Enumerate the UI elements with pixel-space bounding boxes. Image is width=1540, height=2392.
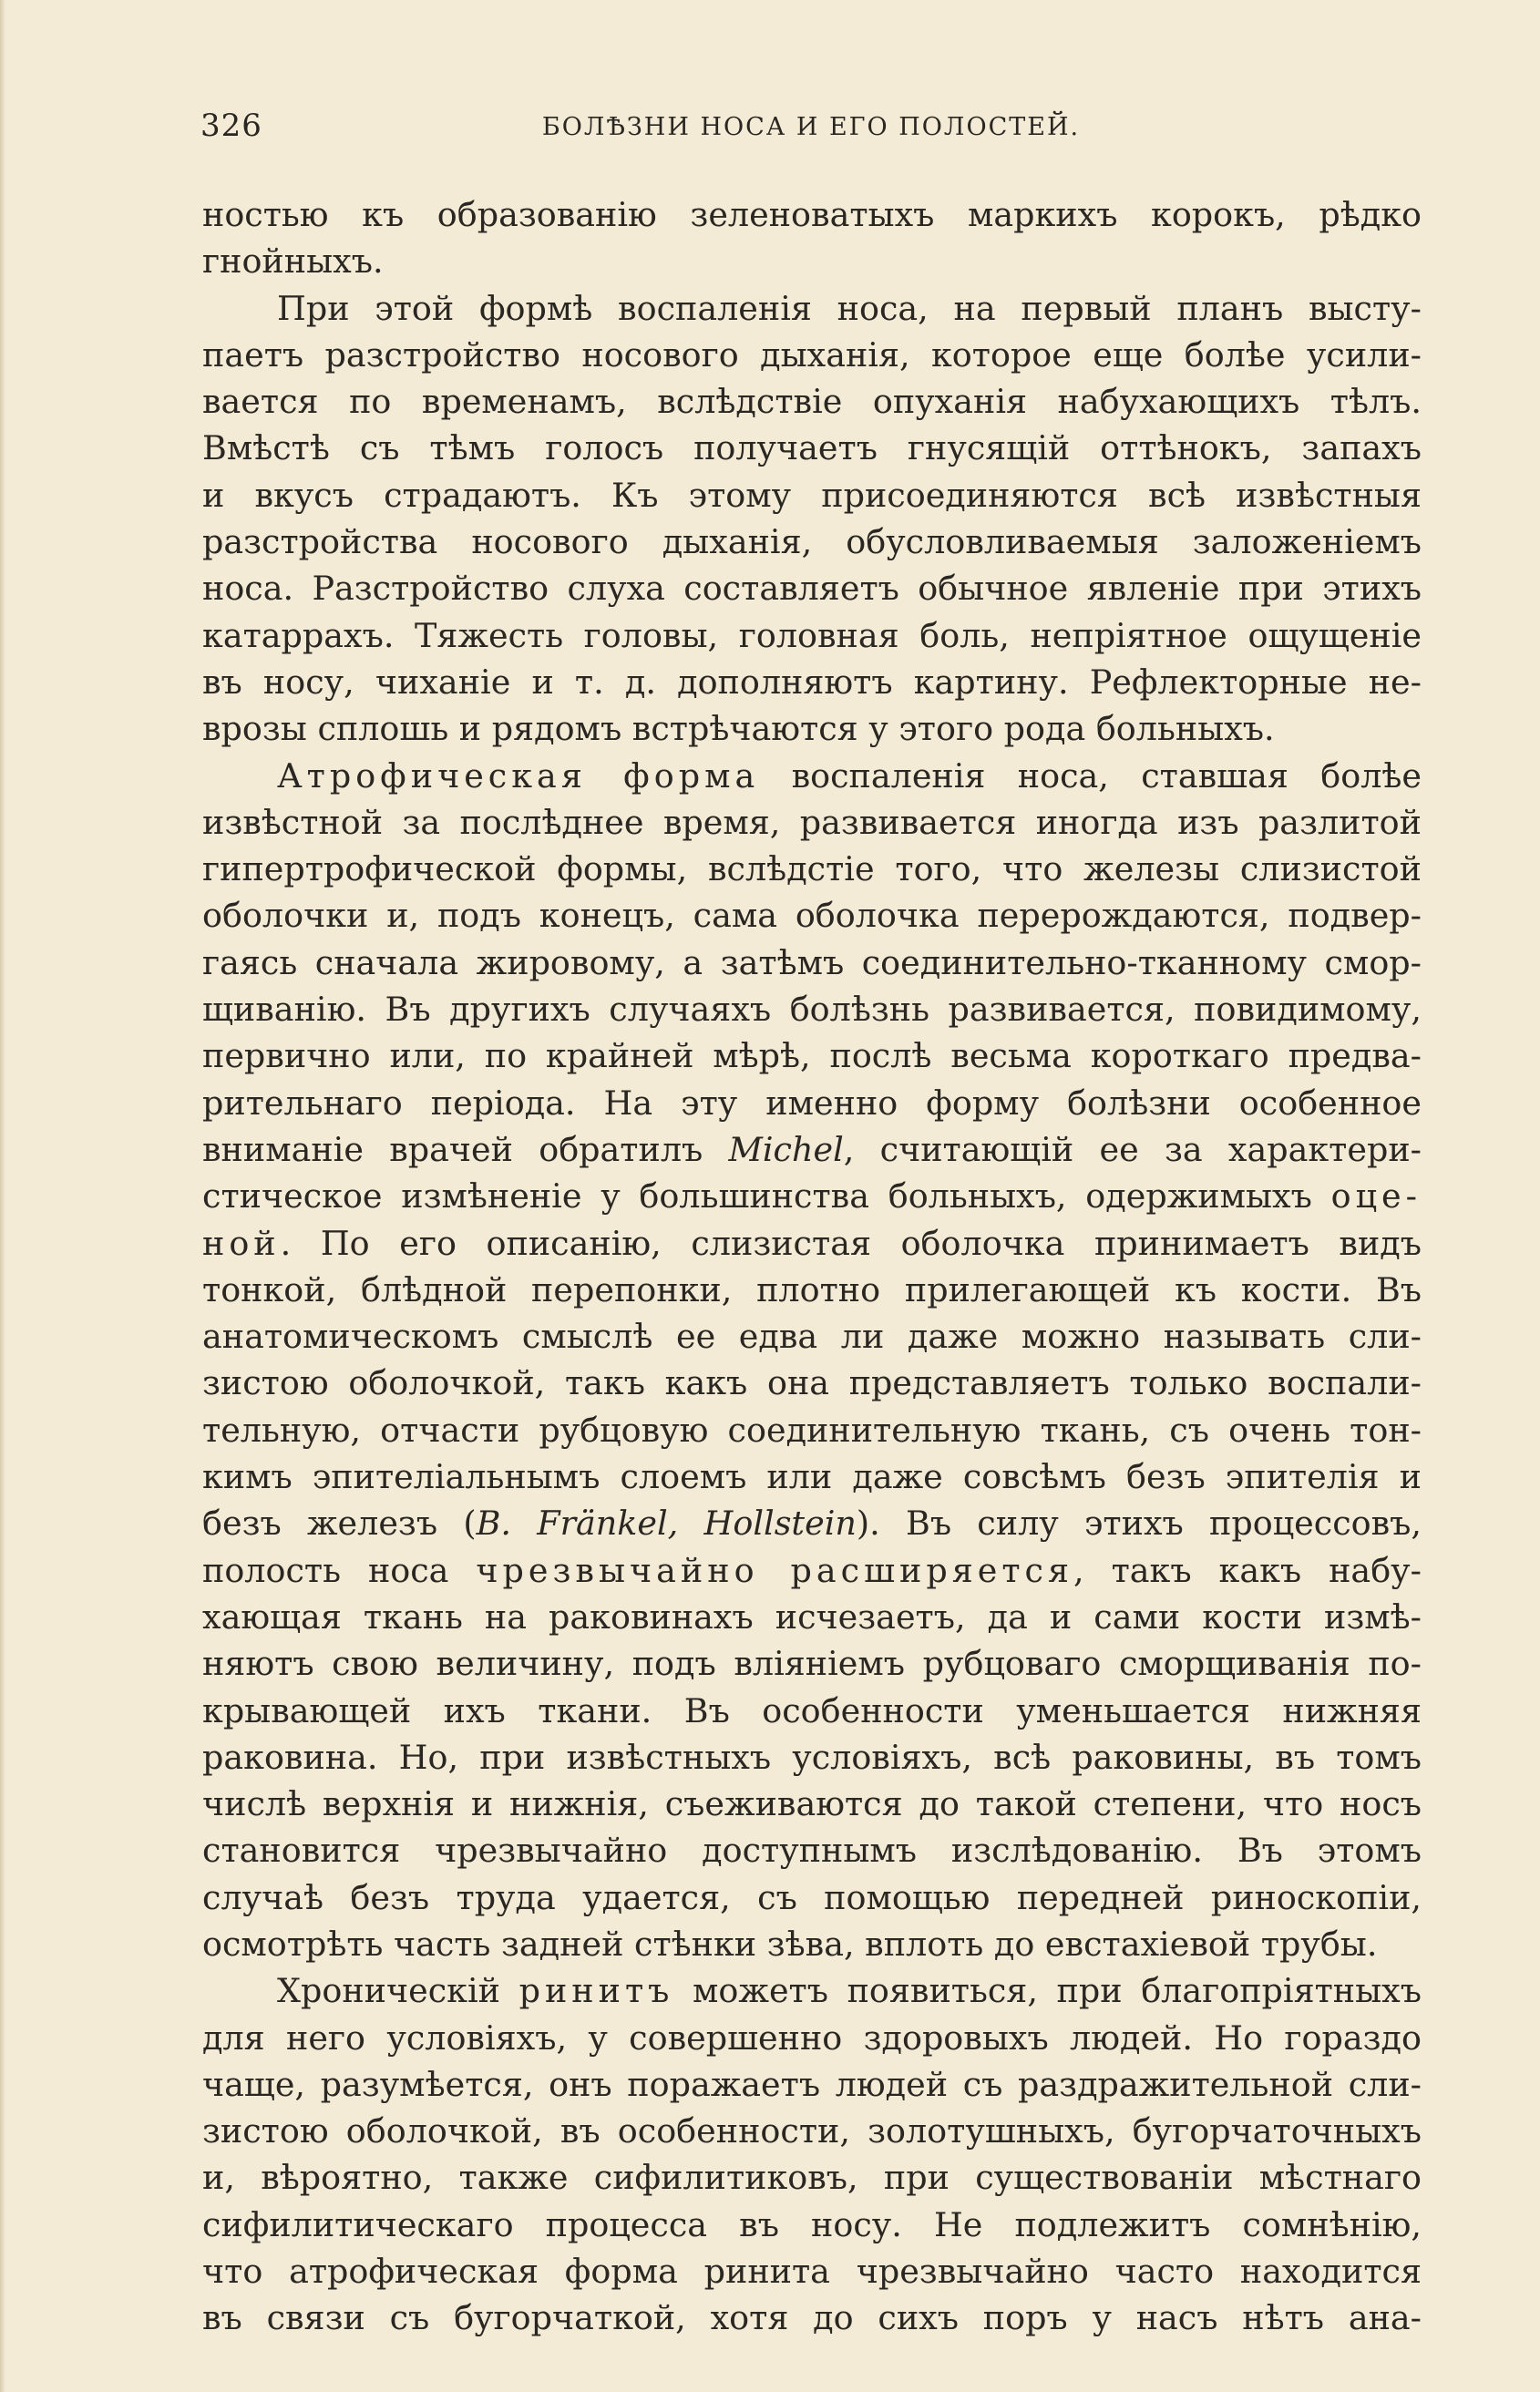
- body-text: [202, 191, 1422, 2342]
- spaced-term: оце-: [1330, 1176, 1422, 1217]
- text-line: и вкусъ страдаютъ. Къ этому присоединяются всѣ извѣстныя: [202, 475, 1422, 515]
- page-number: 326: [200, 108, 262, 144]
- running-title: БОЛѢЗНИ НОСА И ЕГО ПОЛОСТЕЙ.: [541, 113, 1081, 141]
- text-line: кимъ эпителіальнымъ слоемъ или даже совсѣмъ безъ эпителія и: [202, 1457, 1422, 1497]
- text-line: что атрофическая форма ринита чрезвычайно часто находится: [202, 2252, 1422, 2292]
- text-line: Вмѣстѣ съ тѣмъ голосъ получаетъ гнусящій оттѣнокъ, запахъ: [202, 428, 1422, 468]
- text-line: чаще, разумѣется, онъ поражаетъ людей съ раздражительной сли-: [202, 2064, 1422, 2104]
- spaced-term: ной: [202, 1223, 281, 1263]
- text-line: гаясь сначала жировому, а затѣмъ соединительно-тканному смор-: [202, 942, 1422, 982]
- text-line: носа. Разстройство слуха составляетъ обычное явленіе при этихъ: [202, 569, 1422, 609]
- text-line: оболочки и, подъ конецъ, сама оболочка перерождаются, подвер-: [202, 896, 1422, 936]
- text-line: зистою оболочкой, въ особенности, золотушныхъ, бугорчаточныхъ: [202, 2111, 1422, 2151]
- text-line: раковина. Но, при извѣстныхъ условіяхъ, всѣ раковины, въ томъ: [202, 1737, 1422, 1777]
- text-line: паетъ разстройство носового дыханія, которое еще болѣе усили-: [202, 334, 1422, 375]
- paragraph-start-line: Атрофическая форма воспаленія носа, ставшая болѣе: [277, 755, 1422, 796]
- text-line: хающая ткань на раковинахъ исчезаетъ, да и сами кости измѣ-: [202, 1596, 1422, 1637]
- text-line: стическое измѣненіе у большинства больныхъ, одержимыхъ оце-: [202, 1176, 1422, 1217]
- text-line: ной. По его описанію, слизистая оболочка принимаетъ видъ: [202, 1223, 1422, 1263]
- text-line: числѣ верхнія и нижнія, съеживаются до такой степени, что носъ: [202, 1784, 1422, 1824]
- text-line: гипертрофической формы, вслѣдстіе того, что железы слизистой: [202, 849, 1422, 889]
- text-line: въ носу, чиханіе и т. д. дополняютъ картину. Рефлекторные не-: [202, 662, 1422, 702]
- text-line: няютъ свою величину, подъ вліяніемъ рубцоваго сморщиванія по-: [202, 1644, 1422, 1684]
- text-line: и, вѣроятно, также сифилитиковъ, при существованіи мѣстнаго: [202, 2158, 1422, 2198]
- text-line: катаррахъ. Тяжесть головы, головная боль, непріятное ощущеніе: [202, 615, 1422, 655]
- text-line: сифилитическаго процесса въ носу. Не подлежитъ сомнѣнію,: [202, 2204, 1422, 2244]
- text-line: вается по временамъ, вслѣдствіе опуханія набухающихъ тѣлъ.: [202, 382, 1422, 422]
- spaced-term: чрезвычайно расширяется: [476, 1550, 1073, 1590]
- author-name: B. Fränkel, Hollstein: [476, 1504, 857, 1544]
- spaced-term: Атрофическая форма: [277, 755, 760, 796]
- text-line: въ связи съ бугорчаткой, хотя до сихъ поръ у насъ нѣтъ ана-: [202, 2298, 1422, 2338]
- text-line: становится чрезвычайно доступнымъ изслѣдованію. Въ этомъ: [202, 1831, 1422, 1871]
- page-edge: [0, 0, 5, 2392]
- spaced-term: ринитъ: [518, 1971, 674, 2011]
- text-line: щиванію. Въ другихъ случаяхъ болѣзнь развивается, повидимому,: [202, 990, 1422, 1030]
- text-line: разстройства носового дыханія, обусловливаемыя заложеніемъ: [202, 522, 1422, 562]
- text-line: вниманіе врачей обратилъ Michel, считающій ее за характери-: [202, 1129, 1422, 1169]
- text-line: врозы сплошь и рядомъ встрѣчаются у этого рода больныхъ.: [202, 709, 1275, 749]
- text-line: первично или, по крайней мѣрѣ, послѣ весьма короткаго предва-: [202, 1036, 1422, 1076]
- text-line: зистою оболочкой, такъ какъ она представляетъ только воспали-: [202, 1363, 1422, 1403]
- text-line: крывающей ихъ ткани. Въ особенности уменьшается нижняя: [202, 1690, 1422, 1730]
- text-line: гнойныхъ.: [202, 241, 384, 282]
- text-line: рительнаго періода. На эту именно форму болѣзни особенное: [202, 1083, 1422, 1123]
- page-header: [200, 108, 1422, 153]
- text-line: тельную, отчасти рубцовую соединительную ткань, съ очень тон-: [202, 1410, 1422, 1450]
- text-line: безъ железъ (B. Fränkel, Hollstein). Въ силу этихъ процессовъ,: [202, 1504, 1422, 1544]
- text-line: анатомическомъ смыслѣ ее едва ли даже можно называть сли-: [202, 1317, 1422, 1357]
- text-line: осмотрѣть часть задней стѣнки зѣва, вплоть до евстахіевой трубы.: [202, 1924, 1378, 1964]
- text-line: тонкой, блѣдной перепонки, плотно прилегающей къ кости. Въ: [202, 1269, 1422, 1309]
- paragraph-start-line: При этой формѣ воспаленія носа, на первый планъ высту-: [277, 288, 1422, 328]
- text-line: для него условіяхъ, у совершенно здоровыхъ людей. Но гораздо: [202, 2017, 1422, 2058]
- text-line: извѣстной за послѣднее время, развивается иногда изъ разлитой: [202, 802, 1422, 842]
- text-line: случаѣ безъ труда удается, съ помощью передней риноскопіи,: [202, 1877, 1422, 1917]
- author-name: Michel: [728, 1129, 844, 1169]
- text-line: ностью къ образованію зеленоватыхъ маркихъ корокъ, рѣдко: [202, 195, 1422, 234]
- text-line: полость носа чрезвычайно расширяется, такъ какъ набу-: [202, 1550, 1422, 1590]
- paragraph-start-line: Хроническій ринитъ можетъ появиться, при благопріятныхъ: [277, 1971, 1422, 2011]
